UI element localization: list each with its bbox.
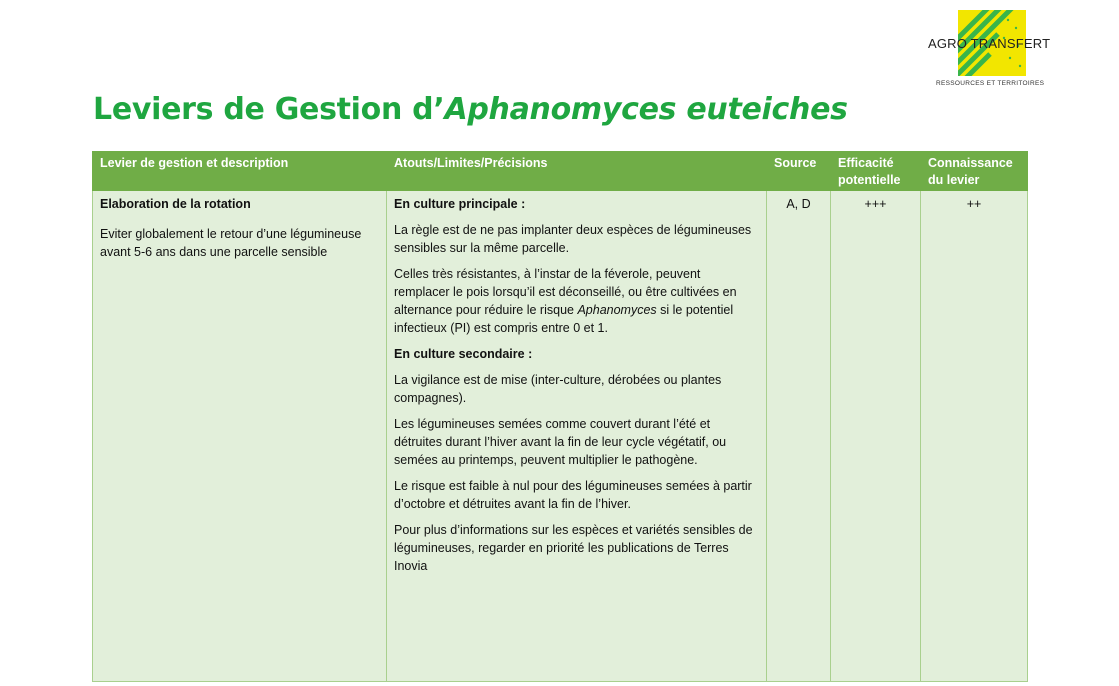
management-levers-table [92, 151, 1028, 682]
secondary-paragraph-2: Les légumineuses semées comme couvert durant l’été et détruites durant l’hiver avant la fin de leur cycle végétatif, ou semées au printemps, peuvent multiplier le pathogène. [394, 417, 727, 467]
table-row [93, 191, 1028, 682]
lever-title: Elaboration de la rotation [100, 197, 251, 211]
lever-description: Eviter globalement le retour d’une légumineuse avant 5-6 ans dans une parcelle sensible [100, 227, 362, 259]
main-crop-paragraph-2: Celles très résistantes, à l’instar de la féverole, peuvent remplacer le pois lorsqu’il est déconseillé, ou être cultivées en alternance pour réduire le risque Aphanomyces si le potentiel infectieux (PI) est compris entre 0 et 1. [394, 267, 737, 335]
header-efficacy: Efficacité potentielle [831, 152, 921, 191]
efficacy-cell: +++ [831, 191, 921, 682]
secondary-crop-heading: En culture secondaire : [394, 347, 533, 361]
header-notes: Atouts/Limites/Précisions [387, 152, 767, 191]
title-prefix: Leviers de Gestion d’ [93, 92, 445, 127]
notes-cell [387, 191, 767, 682]
source-cell: A, D [767, 191, 831, 682]
logo-subtitle: RESSOURCES ET TERRITOIRES [936, 80, 1045, 87]
secondary-paragraph-3: Le risque est faible à nul pour des légumineuses semées à partir d’octobre et détruites avant la fin de l’hiver. [394, 479, 752, 511]
agro-transfert-logo [928, 8, 1052, 92]
header-lever: Levier de gestion et description [93, 152, 387, 191]
header-source: Source [767, 152, 831, 191]
header-knowledge: Connaissance du levier [921, 152, 1028, 191]
logo-name: AGRO TRANSFERT [928, 36, 1051, 51]
lever-cell [93, 191, 387, 682]
knowledge-cell: ++ [921, 191, 1028, 682]
main-crop-heading: En culture principale : [394, 197, 526, 211]
secondary-paragraph-1: La vigilance est de mise (inter-culture, dérobées ou plantes compagnes). [394, 373, 722, 405]
table-header-row [93, 152, 1028, 191]
page-title [93, 92, 848, 127]
secondary-paragraph-4: Pour plus d’informations sur les espèces et variétés sensibles de légumineuses, regarder en priorité les publications de Terres Inovia [394, 523, 753, 573]
pathogen-name: Aphanomyces [577, 303, 657, 317]
title-species: Aphanomyces euteiches [444, 92, 848, 127]
main-crop-paragraph-1: La règle est de ne pas implanter deux espèces de légumineuses sensibles sur la même parcelle. [394, 223, 752, 255]
